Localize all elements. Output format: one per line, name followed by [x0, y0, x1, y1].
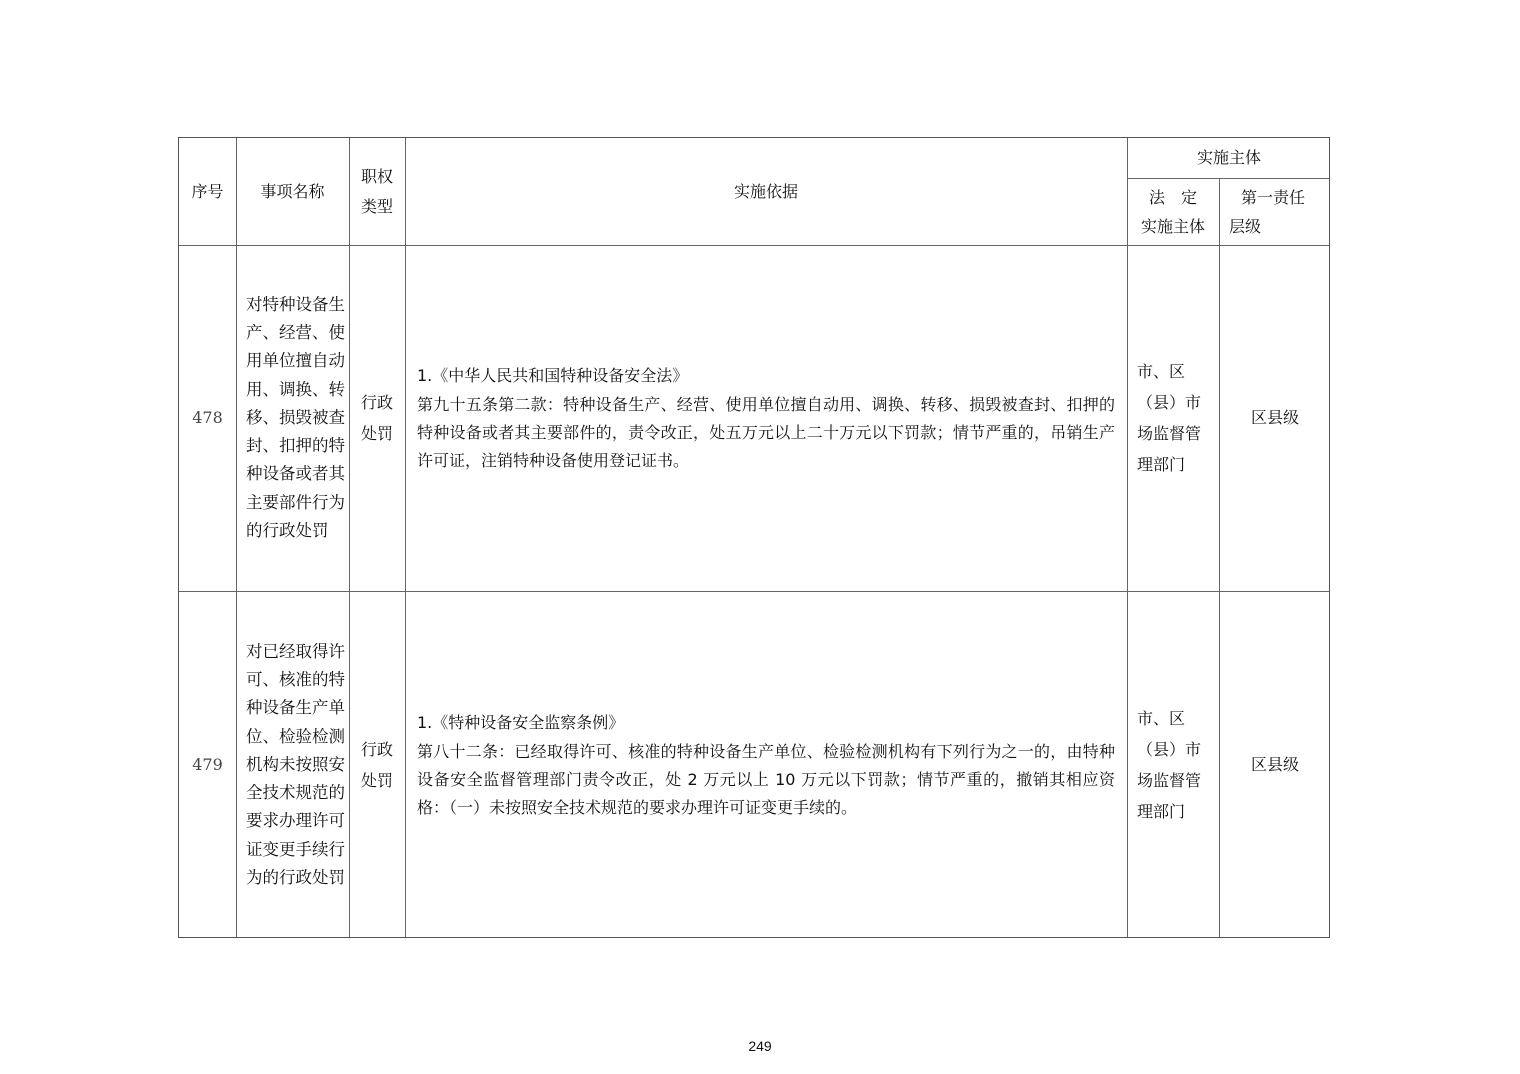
header-implementer-group-label: 实施主体	[1196, 148, 1261, 167]
header-legal-line1: 法 定	[1148, 187, 1197, 207]
row-level-label: 区县级	[1250, 408, 1299, 427]
row-legal-body	[1127, 245, 1219, 591]
row-legal-body-text: 市、区（县）市场监督管理部门	[1137, 362, 1202, 474]
row-name	[236, 245, 349, 591]
header-name	[236, 138, 349, 245]
row-legal-body-text: 市、区（县）市场监督管理部门	[1137, 709, 1202, 821]
header-basis	[405, 138, 1127, 245]
header-index-label: 序号	[191, 181, 224, 201]
header-level	[1229, 178, 1329, 245]
row-name	[236, 591, 349, 939]
row-index	[179, 591, 236, 939]
row-name-text: 对特种设备生产、经营、使用单位擅自动用、调换、转移、损毁被查封、扣押的特种设备或者其主要部件行为的行政处罚	[246, 294, 345, 541]
header-basis-label: 实施依据	[733, 181, 798, 201]
header-index	[179, 138, 236, 245]
basis-text: 第九十五条第二款：特种设备生产、经营、使用单位擅自动用、调换、转移、损毁被查封、扣押的特种设备或者其主要部件的，责令改正，处五万元以上二十万元以下罚款；情节严重的，吊销生产许可证，注销特种设备使用登记证书。	[417, 395, 1115, 470]
row-type-line1: 行政	[360, 393, 393, 412]
header-level-line2: 层级	[1229, 217, 1262, 236]
row-type-line2: 处罚	[360, 771, 393, 790]
row-index-label: 479	[192, 755, 223, 774]
header-level-line1: 第一责任	[1241, 188, 1306, 207]
header-type-line2: 类型	[360, 196, 393, 216]
row-level-label: 区县级	[1250, 755, 1299, 774]
header-legal-body	[1127, 178, 1219, 245]
basis-text: 第八十二条：已经取得许可、核准的特种设备生产单位、检验检测机构有下列行为之一的，由特种设备安全监督管理部门责令改正，处 2 万元以上 10 万元以下罚款；情节严重的，撤销其相应资格：（一）未按照安全技术规范的要求办理许可证变更手续的。	[417, 742, 1115, 817]
row-type-line1: 行政	[360, 740, 393, 759]
row-legal-body	[1127, 591, 1219, 939]
row-type-line2: 处罚	[360, 424, 393, 443]
header-legal-line2: 实施主体	[1140, 216, 1205, 236]
header-type	[349, 138, 405, 245]
row-type	[349, 245, 405, 591]
row-level	[1219, 591, 1331, 939]
row-index-label: 478	[192, 408, 223, 427]
basis-title: 1.《中华人民共和国特种设备安全法》	[417, 366, 689, 385]
regulation-table	[178, 137, 1330, 938]
row-basis	[405, 591, 1127, 939]
page-number: 249	[748, 1038, 772, 1054]
row-name-text: 对已经取得许可、核准的特种设备生产单位、检验检测机构未按照安全技术规范的要求办理许可证变更手续行为的行政处罚	[246, 641, 345, 888]
header-name-label: 事项名称	[260, 181, 325, 201]
row-index	[179, 245, 236, 591]
row-basis	[405, 245, 1127, 591]
row-type	[349, 591, 405, 939]
row-level	[1219, 245, 1331, 591]
basis-title: 1.《特种设备安全监察条例》	[417, 713, 625, 732]
header-type-line1: 职权	[360, 166, 393, 186]
header-implementer-group	[1127, 138, 1331, 178]
